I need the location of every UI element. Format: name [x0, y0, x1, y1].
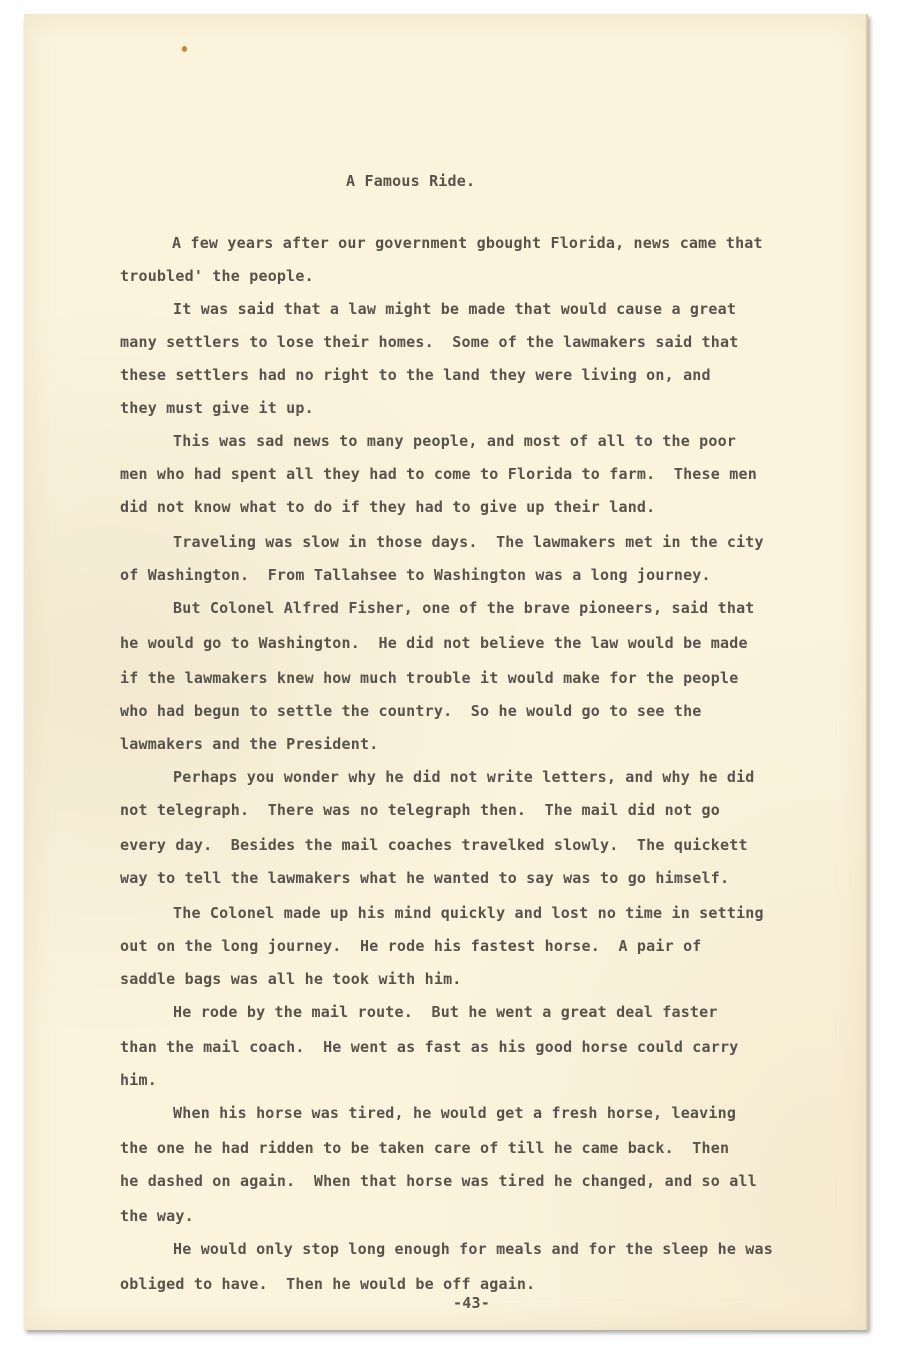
text-line: lawmakers and the President. [120, 735, 379, 753]
text-line: many settlers to lose their homes. Some of the lawmakers said that [120, 333, 739, 351]
text-line: This was sad news to many people, and most of all to the poor [173, 432, 737, 450]
text-line: of Washington. From Tallahsee to Washington was a long journey. [120, 566, 711, 584]
text-line: But Colonel Alfred Fisher, one of the brave pioneers, said that [173, 599, 755, 617]
text-line: they must give it up. [120, 399, 314, 417]
text-line: Traveling was slow in those days. The lawmakers met in the city [173, 533, 764, 551]
text-line: men who had spent all they had to come to Florida to farm. These men [120, 465, 757, 483]
text-line: if the lawmakers knew how much trouble it would make for the people [120, 669, 739, 687]
text-line: he would go to Washington. He did not believe the law would be made [120, 634, 748, 652]
text-line: A few years after our government gbought Florida, news came that [172, 234, 763, 252]
text-line: these settlers had no right to the land they were living on, and [120, 366, 711, 384]
text-line: the one he had ridden to be taken care of till he came back. Then [120, 1139, 730, 1157]
text-line: not telegraph. There was no telegraph then. The mail did not go [120, 801, 720, 819]
text-line: troubled' the people. [120, 267, 314, 285]
page-number: -43- [453, 1294, 490, 1312]
text-line: than the mail coach. He went as fast as his good horse could carry [120, 1038, 739, 1056]
text-line: The Colonel made up his mind quickly and lost no time in setting [173, 904, 764, 922]
text-line: Perhaps you wonder why he did not write letters, and why he did [173, 768, 755, 786]
text-line: When his horse was tired, he would get a fresh horse, leaving [173, 1104, 737, 1122]
text-line: obliged to have. Then he would be off again. [120, 1275, 536, 1293]
document-title: A Famous Ride. [346, 172, 476, 190]
text-line: he dashed on again. When that horse was tired he changed, and so all [120, 1172, 757, 1190]
text-line: He would only stop long enough for meals and for the sleep he was [173, 1240, 773, 1258]
text-line: out on the long journey. He rode his fastest horse. A pair of [120, 937, 702, 955]
text-line: He rode by the mail route. But he went a great deal faster [173, 1003, 718, 1021]
text-line: who had begun to settle the country. So he would go to see the [120, 702, 702, 720]
text-line: the way. [120, 1207, 194, 1225]
text-line: did not know what to do if they had to give up their land. [120, 498, 656, 516]
text-line: saddle bags was all he took with him. [120, 970, 462, 988]
text-line: every day. Besides the mail coaches travelked slowly. The quickett [120, 836, 748, 854]
text-line: him. [120, 1071, 157, 1089]
text-line: way to tell the lawmakers what he wanted to say was to go himself. [120, 869, 730, 887]
text-line: It was said that a law might be made that would cause a great [173, 300, 737, 318]
